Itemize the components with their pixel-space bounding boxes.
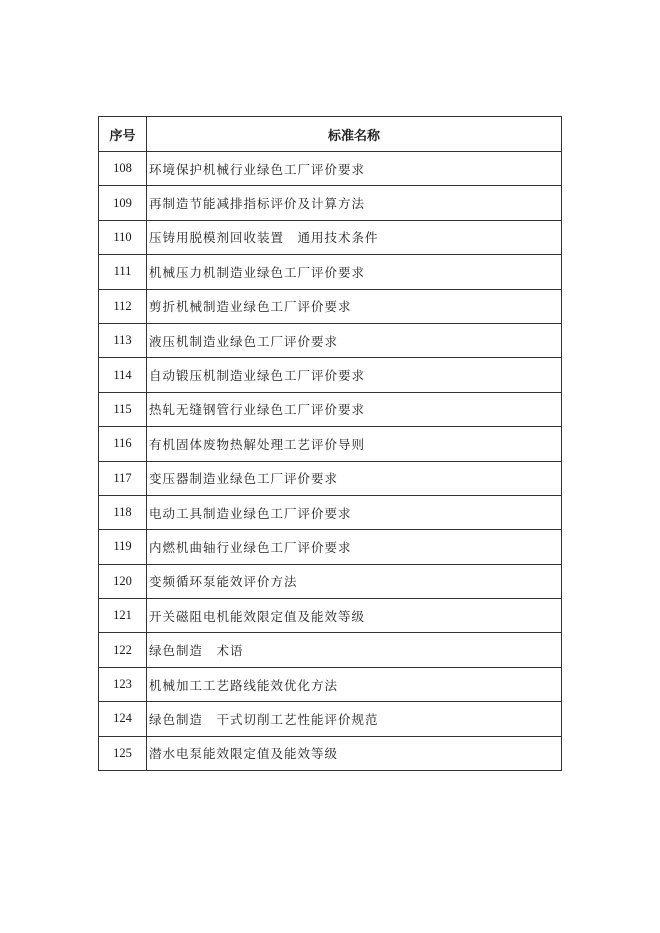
table-row: [99, 599, 562, 633]
row-standard-name: 压铸用脱模剂回收装置 通用技术条件: [147, 220, 562, 254]
row-standard-name: 环境保护机械行业绿色工厂评价要求: [147, 152, 562, 186]
row-standard-name: 内燃机曲轴行业绿色工厂评价要求: [147, 530, 562, 564]
header-serial-number: 序号: [99, 117, 147, 152]
table-row: [99, 323, 562, 357]
table-row: [99, 633, 562, 667]
row-serial-number: 111: [99, 255, 147, 289]
row-serial-number: 112: [99, 289, 147, 323]
table-row: [99, 358, 562, 392]
row-serial-number: 123: [99, 667, 147, 701]
table-header-row: [99, 117, 562, 152]
row-standard-name: 变压器制造业绿色工厂评价要求: [147, 461, 562, 495]
row-standard-name: 绿色制造 术语: [147, 633, 562, 667]
row-standard-name: 液压机制造业绿色工厂评价要求: [147, 323, 562, 357]
row-serial-number: 118: [99, 495, 147, 529]
table-row: [99, 186, 562, 220]
table-row: [99, 289, 562, 323]
table-row: [99, 702, 562, 736]
table-row: [99, 255, 562, 289]
row-serial-number: 116: [99, 427, 147, 461]
table-row: [99, 495, 562, 529]
table-row: [99, 564, 562, 598]
table-row: [99, 461, 562, 495]
row-serial-number: 110: [99, 220, 147, 254]
table-row: [99, 152, 562, 186]
row-standard-name: 潜水电泵能效限定值及能效等级: [147, 736, 562, 770]
row-serial-number: 115: [99, 392, 147, 426]
row-standard-name: 再制造节能减排指标评价及计算方法: [147, 186, 562, 220]
row-standard-name: 机械加工工艺路线能效优化方法: [147, 667, 562, 701]
row-standard-name: 绿色制造 干式切削工艺性能评价规范: [147, 702, 562, 736]
table-row: [99, 736, 562, 770]
row-serial-number: 124: [99, 702, 147, 736]
table-row: [99, 667, 562, 701]
row-serial-number: 113: [99, 323, 147, 357]
row-standard-name: 开关磁阻电机能效限定值及能效等级: [147, 599, 562, 633]
row-standard-name: 有机固体废物热解处理工艺评价导则: [147, 427, 562, 461]
row-serial-number: 120: [99, 564, 147, 598]
row-standard-name: 剪折机械制造业绿色工厂评价要求: [147, 289, 562, 323]
table-body: [99, 152, 562, 771]
row-standard-name: 机械压力机制造业绿色工厂评价要求: [147, 255, 562, 289]
table-row: [99, 220, 562, 254]
row-serial-number: 108: [99, 152, 147, 186]
row-serial-number: 117: [99, 461, 147, 495]
row-serial-number: 114: [99, 358, 147, 392]
table-row: [99, 530, 562, 564]
standards-table: [98, 116, 562, 771]
row-standard-name: 热轧无缝钢管行业绿色工厂评价要求: [147, 392, 562, 426]
row-standard-name: 变频循环泵能效评价方法: [147, 564, 562, 598]
table-row: [99, 427, 562, 461]
row-serial-number: 109: [99, 186, 147, 220]
row-serial-number: 119: [99, 530, 147, 564]
row-standard-name: 自动锻压机制造业绿色工厂评价要求: [147, 358, 562, 392]
row-serial-number: 122: [99, 633, 147, 667]
table-row: [99, 392, 562, 426]
row-standard-name: 电动工具制造业绿色工厂评价要求: [147, 495, 562, 529]
header-standard-name: 标准名称: [147, 117, 562, 152]
row-serial-number: 125: [99, 736, 147, 770]
row-serial-number: 121: [99, 599, 147, 633]
